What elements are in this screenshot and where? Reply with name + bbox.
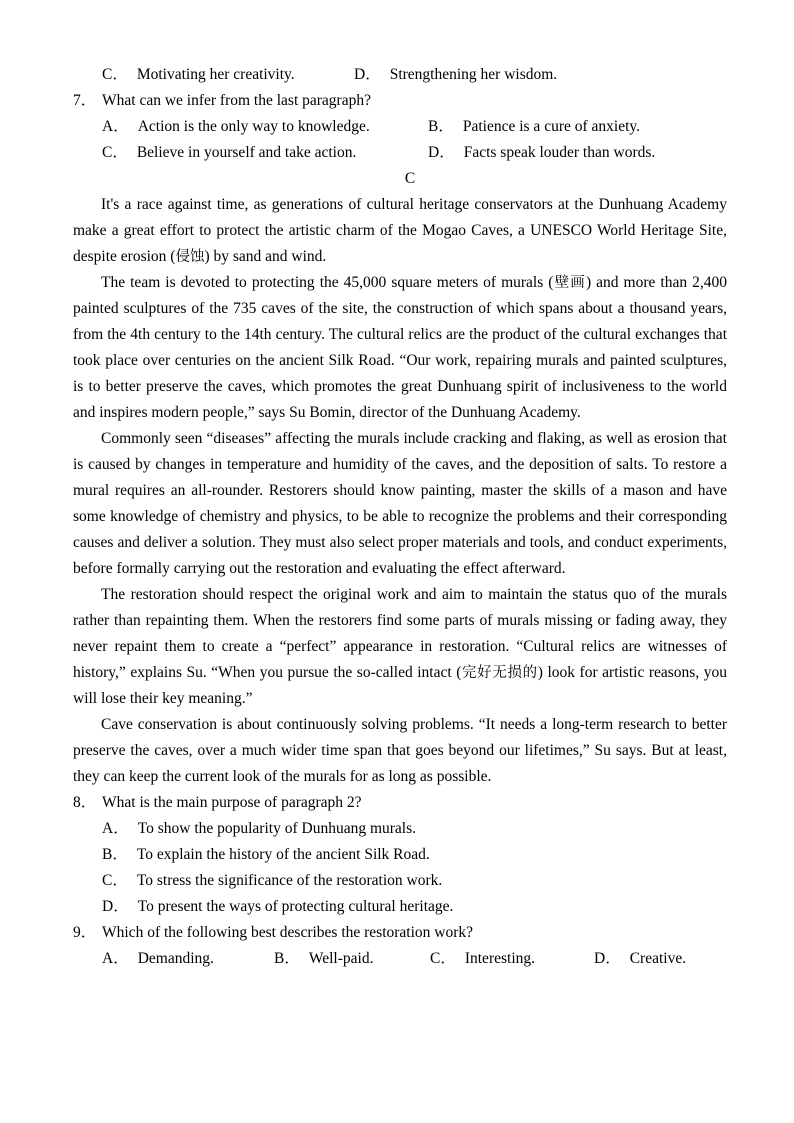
question-6-options-row [73,62,727,88]
option-d-label: D． [354,66,381,83]
question-7-number: 7． [73,92,97,109]
question-9-option-a-label: A． [102,950,129,967]
option-c-label: C． [102,66,128,83]
question-8-option-a[interactable] [73,816,727,842]
option-d-text: Strengthening her wisdom. [389,66,558,83]
question-8-option-c-text: To stress the significance of the restoration work. [136,872,443,889]
question-7-option-a[interactable] [102,114,370,140]
question-7-option-c-label: C． [102,144,128,161]
question-9-stem: Which of the following best describes the restoration work? [102,924,474,941]
passage-paragraph-3: Commonly seen “diseases” affecting the murals include cracking and flaking, as well as erosion that is caused by changes in temperature and humidity of the caves, and the deposition of salts. To restore a mural requires an all-rounder. Restorers should know painting, master the skills of a mason and have some knowledge of chemistry and physics, to be able to recognize the problems and their corresponding causes and deliver a solution. They must also select proper materials and tools, and conduct experiments, before formally carrying out the restoration and evaluating the effect afterward. [73,430,727,577]
question-8-stem: What is the main purpose of paragraph 2? [102,794,362,811]
question-9-option-d[interactable] [594,946,686,972]
question-9-option-d-label: D． [594,950,621,967]
question-7-options-row-1 [73,114,727,140]
question-9-option-c-label: C． [430,950,456,967]
question-7-stem: What can we infer from the last paragraph? [102,92,371,109]
passage-paragraph-4: The restoration should respect the original work and aim to maintain the status quo of the murals rather than repainting them. When the restorers find some parts of murals missing or fading away, they never repaint them to create a “perfect” appearance in restoration. “Cultural relics are witnesses of history,” explains Su. “When you pursue the so-called intact (完好无损的) look for artistic reasons, you will lose their key meaning.” [73,586,727,707]
question-8-option-b-label: B． [102,846,128,863]
question-9-option-a-text: Demanding. [137,950,214,967]
question-7-option-a-label: A． [102,118,129,135]
section-letter-heading: C [404,170,416,187]
question-7-option-c[interactable] [102,140,356,166]
question-8-option-c-label: C． [102,872,128,889]
question-7-option-d[interactable] [428,140,655,166]
question-8[interactable] [73,790,727,816]
question-9[interactable] [73,920,727,946]
passage-paragraph-1: It's a race against time, as generations of cultural heritage conservators at the Dunhuang Academy make a great effort to protect the artistic charm of the Mogao Caves, a UNESCO World Heritage Site, despite erosion (侵蚀) by sand and wind. [73,196,727,265]
question-7-option-c-text: Believe in yourself and take action. [136,144,357,161]
question-7-options-row-2 [73,140,727,166]
question-8-option-d-text: To present the ways of protecting cultural heritage. [137,898,454,915]
question-7-option-b-text: Patience is a cure of anxiety. [462,118,641,135]
question-7[interactable] [73,88,727,114]
option-d[interactable] [354,62,557,88]
question-7-option-a-text: Action is the only way to knowledge. [137,118,370,135]
passage-paragraph-5: Cave conservation is about continuously solving problems. “It needs a long-term research to better preserve the caves, over a much wider time span that goes beyond our lifetimes,” Su says. But at least, they can keep the current look of the murals for as long as possible. [73,716,727,785]
question-8-option-d[interactable] [73,894,727,920]
question-9-option-a[interactable] [102,946,214,972]
question-7-option-d-text: Facts speak louder than words. [463,144,656,161]
option-c[interactable] [102,62,295,88]
question-9-option-d-text: Creative. [629,950,687,967]
cjk-gloss: 侵蚀 [175,249,205,265]
question-8-option-d-label: D． [102,898,129,915]
question-7-option-d-label: D． [428,144,455,161]
question-8-option-a-text: To show the popularity of Dunhuang murals. [137,820,417,837]
question-9-option-b-text: Well-paid. [308,950,374,967]
question-8-option-a-label: A． [102,820,129,837]
question-9-option-c-text: Interesting. [464,950,536,967]
passage-paragraph-2: The team is devoted to protecting the 45,000 square meters of murals (壁画) and more than 2,400 painted sculptures of the 735 caves of the site, the construction of which spans about a thousand years, from the 4th century to the 14th century. The cultural relics are the product of the cultural exchanges that took place over centuries on the ancient Silk Road. “Our work, repairing murals and painted sculptures, is to better preserve the caves, which promotes the great Dunhuang spirit of inclusiveness to the world and inspires modern people,” says Su Bomin, director of the Dunhuang Academy. [73,274,728,421]
question-9-option-b-label: B． [274,950,300,967]
question-8-number: 8． [73,794,97,811]
question-7-option-b-label: B． [428,118,454,135]
question-9-option-c[interactable] [430,946,535,972]
page-content [73,62,727,972]
question-8-option-b-text: To explain the history of the ancient Silk Road. [136,846,430,863]
question-9-option-b[interactable] [274,946,373,972]
question-8-option-b[interactable] [73,842,727,868]
question-9-number: 9． [73,924,97,941]
cjk-gloss: 完好无损的 [461,665,538,681]
question-9-options-row [73,946,727,972]
option-c-text: Motivating her creativity. [136,66,295,83]
question-7-option-b[interactable] [428,114,640,140]
question-8-option-c[interactable] [73,868,727,894]
cjk-gloss: 壁画 [553,275,586,291]
